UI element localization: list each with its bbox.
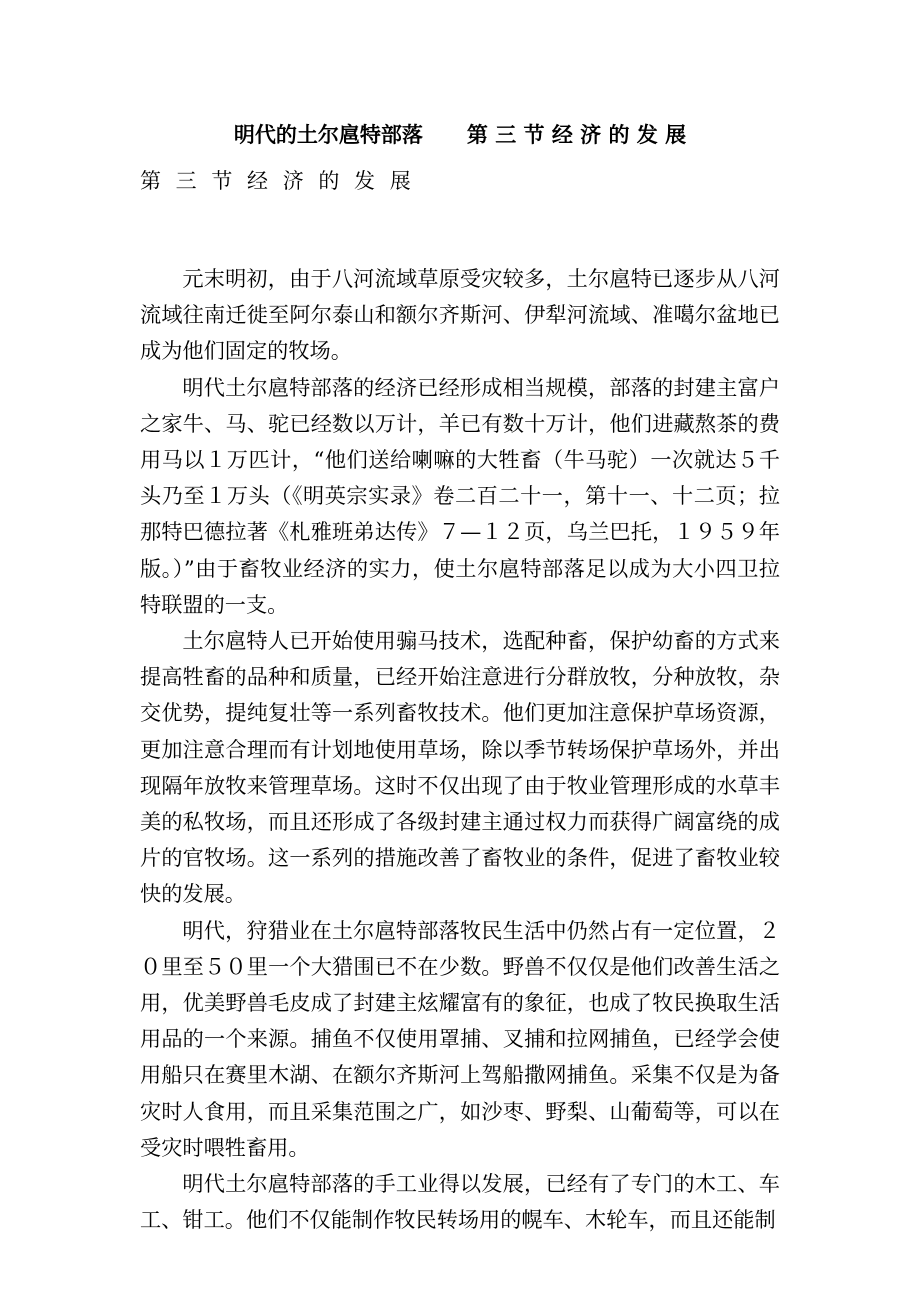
- title-book-name: 明代的土尔扈特部落: [233, 122, 423, 147]
- page-title: [0, 120, 920, 150]
- title-section-name: 第 三 节 经 济 的 发 展: [466, 122, 687, 147]
- paragraph: 明代土尔扈特部落的经济已经形成相当规模，部落的封建主富户之家牛、马、驼已经数以万计，羊已有数十万计，他们进藏熬茶的费用马以１万匹计，“他们送给喇嘛的大牲畜（牛马驼）一次就达５千头乃至１万头（《明英宗实录》卷二百二十一，第十一、十二页；拉那特巴德拉著《札雅班弟达传》７—１２页，乌兰巴托，１９５９年版。）”由于畜牧业经济的实力，使土尔扈特部落足以成为大小四卫拉特联盟的一支。: [140, 374, 780, 617]
- body-text: [140, 261, 780, 1238]
- paragraph: 元末明初，由于八河流域草原受灾较多，土尔扈特已逐步从八河流域往南迁徙至阿尔泰山和额尔齐斯河、伊犁河流域、准噶尔盆地已成为他们固定的牧场。: [140, 266, 780, 364]
- paragraph: 明代土尔扈特部落的手工业得以发展，已经有了专门的木工、车工、钳工。他们不仅能制作牧民转场用的幌车、木轮车，而且还能制: [140, 1171, 780, 1233]
- paragraph: 土尔扈特人已开始使用骟马技术，选配种畜，保护幼畜的方式来提高牲畜的品种和质量，已经开始注意进行分群放牧，分种放牧，杂交优势，提纯复壮等一系列畜牧技术。他们更加注意保护草场资源，更加注意合理而有计划地使用草场，除以季节转场保护草场外，并出现隔年放牧来管理草场。这时不仅出现了由于牧业管理形成的水草丰美的私牧场，而且还形成了各级封建主通过权力而获得广阔富绕的成片的官牧场。这一系列的措施改善了畜牧业的条件，促进了畜牧业较快的发展。: [140, 628, 780, 907]
- paragraph: 明代，狩猎业在土尔扈特部落牧民生活中仍然占有一定位置，２０里至５０里一个大猎围已不在少数。野兽不仅仅是他们改善生活之用，优美野兽毛皮成了封建主炫耀富有的象征，也成了牧民换取生活用品的一个来源。捕鱼不仅使用罩捕、叉捕和拉网捕鱼，已经学会使用船只在赛里木湖、在额尔齐斯河上驾船撒网捕鱼。采集不仅是为备灾时人食用，而且采集范围之广，如沙枣、野梨、山葡萄等，可以在受灾时喂牲畜用。: [140, 917, 780, 1160]
- section-heading: 第 三 节 经 济 的 发 展: [140, 169, 415, 193]
